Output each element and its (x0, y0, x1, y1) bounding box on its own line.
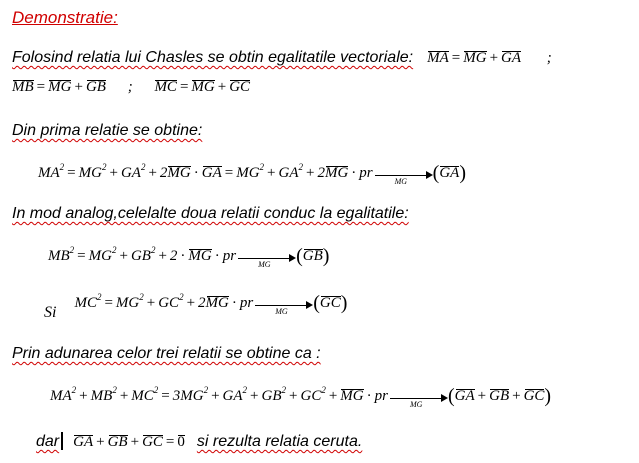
si-label: Si (44, 304, 57, 321)
conclusion-line (36, 432, 362, 451)
conclusion-text: si rezulta relatia ceruta. (196, 433, 363, 450)
sum-intro: Prin adunarea celor trei relatii se obtine ca : (12, 345, 321, 362)
separator: ; (127, 79, 133, 95)
dar-label: dar (36, 433, 60, 450)
chasles-intro-line (12, 49, 552, 67)
equation-mc-squared: SiMC$^2$ = $MG^2 + GC^2 + 2MG$ · pr MG (GC) (44, 292, 348, 321)
projection-arrow: MG (255, 296, 313, 312)
projection-arrow: MG (238, 249, 296, 265)
equation-ma-squared: $MA^2 = MG^2 + GA^2 + 2MG$ · GA = $MG^2 + GA^2 + 2MG$ · pr MG (GA) (38, 162, 466, 186)
vector-relation-b: MB = MG + GB (12, 79, 106, 95)
separator: ; (546, 50, 552, 66)
equation-mb-squared: $MB^2 = MG^2 + GB^2 + 2$ · MG · pr MG (GB) (48, 245, 330, 269)
chasles-intro-text: Folosind relatia lui Chasles se obtin egalitatile vectoriale: (12, 49, 414, 66)
vector-relation-a: MA = MG + GA (427, 50, 522, 66)
vector-relation-c: MC = MG + GC (154, 79, 251, 95)
projection-arrow: MG (390, 389, 448, 405)
page-title: Demonstratie: (12, 8, 118, 27)
centroid-zero-relation: GA + GB + GC = 0 (73, 434, 185, 450)
analog-intro: In mod analog,celelalte doua relatii conduc la egalitatile: (12, 205, 409, 222)
projection-arrow: MG (375, 166, 433, 182)
equation-sum: $MA^2 + MB^2 + MC^2 = 3MG^2 + GA^2 + GB^2 + GC^2$ + MG · pr MG (GA + GB + GC) (50, 385, 552, 409)
text-cursor (61, 432, 63, 450)
vector-relations-bc (12, 79, 250, 96)
first-relation-intro: Din prima relatie se obtine: (12, 122, 203, 139)
